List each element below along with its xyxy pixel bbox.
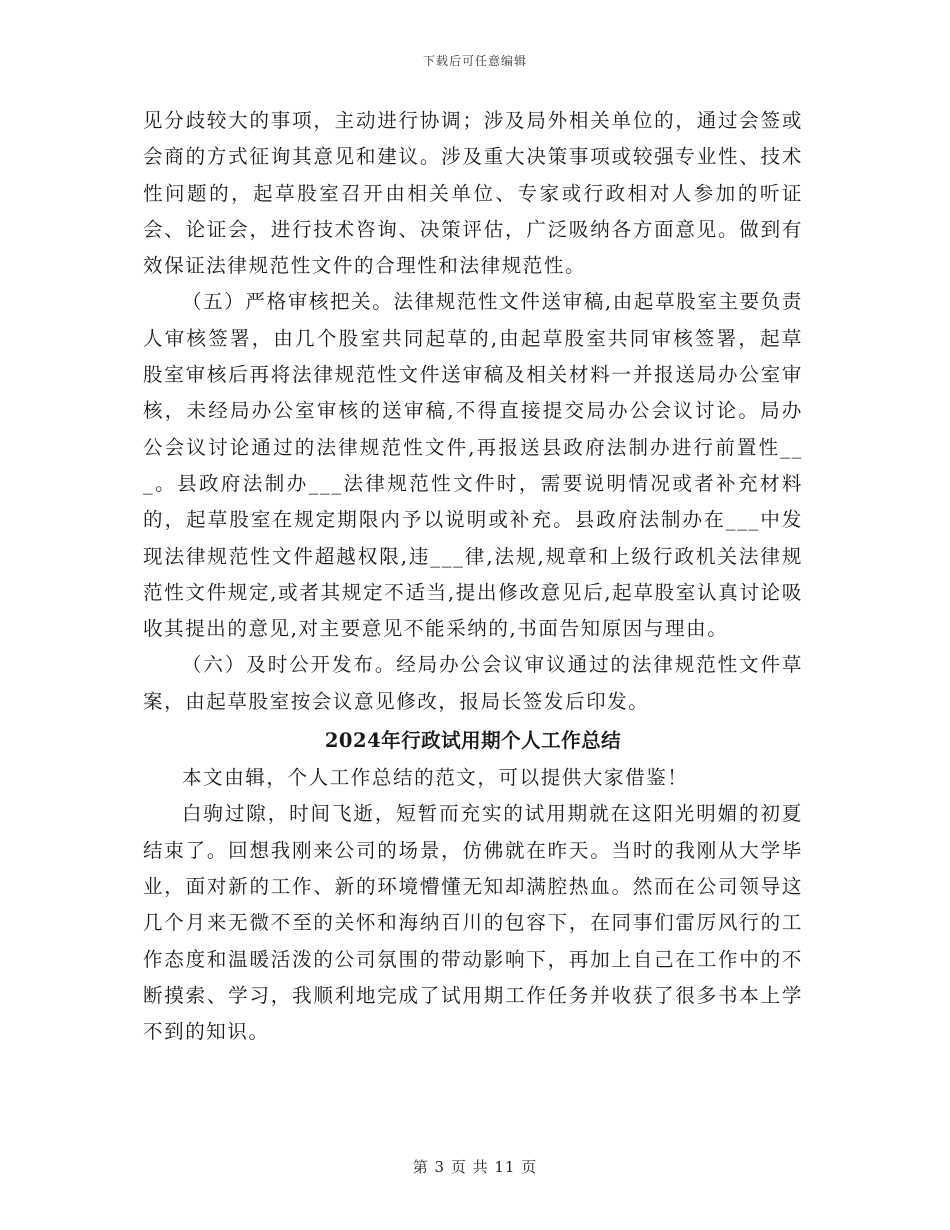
- paragraph-summary: 白驹过隙，时间飞逝，短暂而充实的试用期就在这阳光明媚的初夏结束了。回想我刚来公司的场景，仿佛就在昨天。当时的我刚从大学毕业，面对新的工作、新的环境懵懂无知却满腔热血。然而在公司领导这几个月来无微不至的关怀和海纳百川的包容下，在同事们雷厉风行的工作态度和温暖活泼的公司氛围的带动影响下，再加上自己在工作中的不断摸索、学习，我顺利地完成了试用期工作任务并收获了很多书本上学不到的知识。: [143, 802, 803, 1044]
- paragraph-section-5: （五）严格审核把关。法律规范性文件送审稿,由起草股室主要负责人审核签署，由几个股室共同起草的,由起草股室共同审核签署，起草股室审核后再将法律规范性文件送审稿及相关材料一并报送局办公室审核，未经局办公室审核的送审稿,不得直接提交局办公会议讨论。局办公会议讨论通过的法律规范性文件,再报送县政府法制办进行前置性___。县政府法制办___法律规范性文件时，需要说明情况或者补充材料的，起草股室在规定期限内予以说明或补充。县政府法制办在___中发现法律规范性文件超越权限,违___律,法规,规章和上级行政机关法律规范性文件规定,或者其规定不适当,提出修改意见后,起草股室认真讨论吸收其提出的意见,对主要意见不能采纳的,书面告知原因与理由。: [143, 290, 803, 641]
- page-number: 第 3 页 共 11 页: [412, 1158, 538, 1176]
- document-body: [143, 103, 803, 1050]
- section-title: 2024年行政试用期个人工作总结: [324, 729, 622, 753]
- header-note: 下载后可任意编辑: [422, 54, 527, 68]
- paragraph-intro: 本文由辑，个人工作总结的范文，可以提供大家借鉴！: [182, 766, 689, 790]
- paragraph-section-6: （六）及时公开发布。经局办公会议审议通过的法律规范性文件草案，由起草股室按会议意见修改，报局长签发后印发。: [143, 653, 803, 713]
- paragraph-continuation: 见分歧较大的事项，主动进行协调；涉及局外相关单位的，通过会签或会商的方式征询其意见和建议。涉及重大决策事项或较强专业性、技术性问题的，起草股室召开由相关单位、专家或行政相对人参加的听证会、论证会，进行技术咨询、决策评估，广泛吸纳各方面意见。做到有效保证法律规范性文件的合理性和法律规范性。: [143, 109, 803, 278]
